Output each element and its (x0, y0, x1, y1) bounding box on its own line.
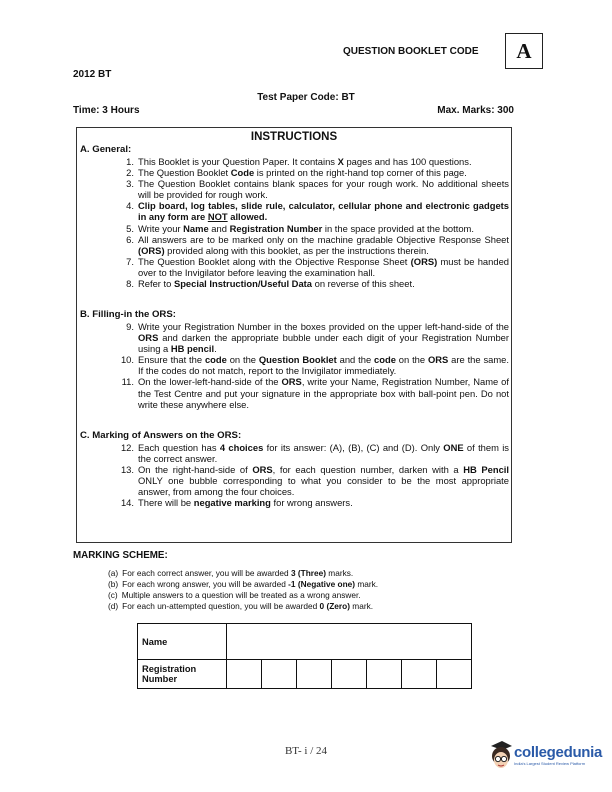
item-text (138, 200, 509, 222)
text-run: pages and has 100 questions. (343, 156, 472, 167)
item-text (138, 464, 509, 497)
marking-scheme-title: MARKING SCHEME: (73, 550, 168, 561)
item-text (138, 234, 509, 256)
text-run: On the lower-left-hand-side of the (138, 376, 282, 388)
item-text (138, 167, 509, 178)
text-run: on reverse of this sheet. (312, 278, 415, 290)
emphasis-text: X (337, 156, 344, 167)
text-run: , for each question number, darken with a (272, 464, 464, 476)
item-number: 4. (126, 200, 134, 212)
list-item (114, 178, 509, 200)
text-run: on the (226, 354, 259, 366)
text-run: of them is the correct answer. (138, 442, 509, 465)
text-run: in the space provided at the bottom. (322, 222, 474, 234)
list-item (114, 223, 509, 234)
page-number: BT- i / 24 (284, 745, 328, 757)
section-heading: C. Marking of Answers on the ORS: (80, 430, 242, 441)
text-run: Multiple answers to a question will be treated as a wrong answer. (121, 590, 361, 600)
text-run: for wrong answers. (270, 497, 353, 509)
registration-digit-box[interactable] (437, 660, 472, 689)
item-text (138, 321, 509, 354)
emphasis-text: Special Instruction/Useful Data (173, 278, 313, 290)
emphasis-text: (ORS) (410, 255, 438, 267)
item-text (138, 178, 509, 200)
registration-label-line1: Registration (142, 664, 197, 674)
emphasis-text: code (374, 354, 396, 366)
item-number: 3. (126, 178, 134, 190)
item-text (138, 156, 509, 167)
text-run: Ensure that the (138, 354, 205, 366)
item-number: (c) (108, 590, 118, 600)
registration-digit-box[interactable] (262, 660, 297, 689)
text-run: The Question Booklet (138, 167, 231, 179)
emphasis-text: HB Pencil (463, 464, 509, 476)
list-item (114, 156, 509, 167)
emphasis-text: -1 (Negative one) (288, 579, 356, 589)
emphasis-text: ORS (427, 354, 449, 366)
logo-tagline: India's Largest Student Review Platform (514, 761, 586, 766)
list-item (114, 200, 509, 222)
item-number: 11. (121, 376, 134, 388)
text-run: ONLY one bubble corresponding to what you consider to be the most appropriate answer, from among the four choices. (138, 475, 509, 498)
item-number: 5. (126, 222, 134, 234)
text-run: Write your Registration Number in the boxes provided on the upper left-hand-side of the (138, 321, 509, 332)
list-item (108, 568, 378, 579)
section-heading: A. General: (80, 144, 132, 155)
list-item (114, 464, 509, 497)
list-item (114, 376, 509, 409)
emphasis-text: code (204, 354, 227, 366)
text-run: must be handed over to the Invigilator before leaving the examination hall. (138, 255, 510, 278)
emphasis-text: Clip board, log tables, slide rule, calculator, cellular phone and electronic gadgets in any form are (138, 200, 509, 223)
item-text (138, 223, 509, 234)
instructions-box (76, 127, 512, 543)
item-number: 2. (126, 167, 134, 179)
list-item (114, 234, 509, 256)
item-text (138, 497, 509, 508)
booklet-code: A (505, 33, 543, 69)
list-item (114, 442, 509, 464)
student-mascot-icon (488, 738, 514, 772)
item-number: 8. (126, 278, 134, 290)
year-code: 2012 BT (73, 69, 112, 80)
text-run: Write your (138, 222, 184, 234)
item-number: (a) (108, 568, 119, 578)
emphasis-text: 3 (Three) (290, 568, 326, 578)
item-number: 14. (120, 497, 134, 509)
name-field[interactable] (227, 624, 472, 660)
instructions-title: INSTRUCTIONS (250, 131, 338, 143)
list-item (108, 579, 378, 590)
text-run: All answers are to be marked only on the machine gradable Objective Response Sheet (138, 233, 509, 245)
text-run: For each un-attempted question, you will be awarded (122, 601, 320, 611)
text-run: and (208, 222, 230, 234)
text-run: marks. (325, 568, 354, 578)
list-item (108, 601, 378, 612)
text-run: for its answer: (A), (B), (C) and (D). Only (263, 442, 444, 453)
text-run: There will be (138, 497, 194, 509)
max-marks: Max. Marks: 300 (437, 105, 514, 116)
emphasis-text: ORS (252, 464, 273, 476)
emphasis-text: ONE (443, 442, 464, 453)
list-item (114, 321, 509, 354)
item-number: 6. (126, 233, 134, 245)
item-number: (d) (108, 601, 119, 611)
emphasis-text: ORS (281, 376, 302, 388)
item-text (138, 278, 509, 289)
item-number: 12. (120, 442, 134, 453)
section-list (114, 321, 509, 410)
item-number: 7. (126, 255, 134, 267)
item-text (138, 442, 509, 464)
text-run: mark. (355, 579, 379, 589)
registration-digit-box[interactable] (227, 660, 262, 689)
test-paper-code: Test Paper Code: BT (257, 92, 355, 103)
list-item (114, 256, 509, 278)
registration-label-line2: Number (142, 674, 178, 684)
text-run: Each question has (138, 442, 220, 453)
list-item (114, 278, 509, 289)
emphasis-text: 0 (Zero) (319, 601, 350, 611)
name-label: Name (138, 624, 227, 660)
emphasis-text: allowed. (227, 211, 268, 223)
text-run: on the (395, 354, 428, 366)
item-text (138, 354, 509, 376)
item-number: (b) (108, 579, 119, 589)
emphasis-text: Registration Number (229, 222, 323, 234)
text-run: are the same. If the codes do not match, report to the Invigilator immediately. (138, 354, 509, 377)
emphasis-text: HB pencil (170, 343, 215, 355)
item-text (122, 601, 378, 612)
item-text (138, 376, 509, 409)
text-run: is printed on the right-hand top corner of this page. (254, 167, 467, 179)
marking-scheme-list (108, 568, 378, 612)
item-text (122, 568, 378, 579)
candidate-form (137, 623, 472, 689)
text-run: , write your Name, Registration Number, Name of the Test Centre and put your signature in the appropriate box with ball-point pen. Do not write these anywhere else. (138, 376, 509, 410)
text-run: This Booklet is your Question Paper. It contains (138, 156, 338, 167)
section-list (114, 442, 509, 509)
item-text (122, 579, 378, 590)
item-number: 1. (126, 156, 134, 167)
text-run: For each correct answer, you will be awarded (122, 568, 291, 578)
text-run: mark. (349, 601, 374, 611)
text-run: and the (336, 354, 375, 366)
list-item (114, 167, 509, 178)
list-item (108, 590, 378, 601)
text-run: On the right-hand-side of (138, 464, 253, 476)
text-run: Refer to (138, 278, 174, 290)
emphasis-text: Code (230, 167, 255, 179)
text-run: provided along with this booklet, as per the instructions therein. (164, 244, 429, 256)
list-item (114, 497, 509, 508)
emphasis-text: (ORS) (138, 244, 165, 256)
emphasis-text: 4 choices (219, 442, 264, 453)
emphasis-text: negative marking (193, 497, 271, 509)
emphasis-text: ORS (138, 332, 159, 344)
time-allowed: Time: 3 Hours (73, 105, 140, 116)
section-heading: B. Filling-in the ORS: (80, 309, 176, 320)
item-text (122, 590, 378, 601)
emphasis-text: Question Booklet (258, 354, 337, 366)
section-list (114, 156, 509, 289)
text-run: The Question Booklet contains blank spaces for your rough work. No additional sheets will be provided for rough work. (138, 178, 509, 201)
text-run: For each wrong answer, you will be awarded (122, 579, 289, 589)
logo-text: collegedunia (514, 744, 603, 761)
text-run: and darken the appropriate bubble under each digit of your Registration Number using a (138, 332, 509, 355)
registration-digit-box[interactable] (297, 660, 332, 689)
item-number: 10. (120, 354, 134, 366)
registration-digit-box[interactable] (402, 660, 437, 689)
emphasis-text: NOT (207, 211, 228, 223)
list-item (114, 354, 509, 376)
text-run: . (214, 343, 217, 355)
item-text (138, 256, 509, 278)
registration-digit-box[interactable] (367, 660, 402, 689)
text-run: The Question Booklet along with the Objective Response Sheet (138, 255, 411, 267)
item-number: 13. (120, 464, 134, 476)
booklet-code-label: QUESTION BOOKLET CODE (343, 46, 479, 57)
collegedunia-logo (488, 738, 602, 772)
registration-label (138, 660, 227, 689)
emphasis-text: Name (183, 222, 209, 234)
registration-digit-box[interactable] (332, 660, 367, 689)
item-number: 9. (126, 321, 134, 332)
